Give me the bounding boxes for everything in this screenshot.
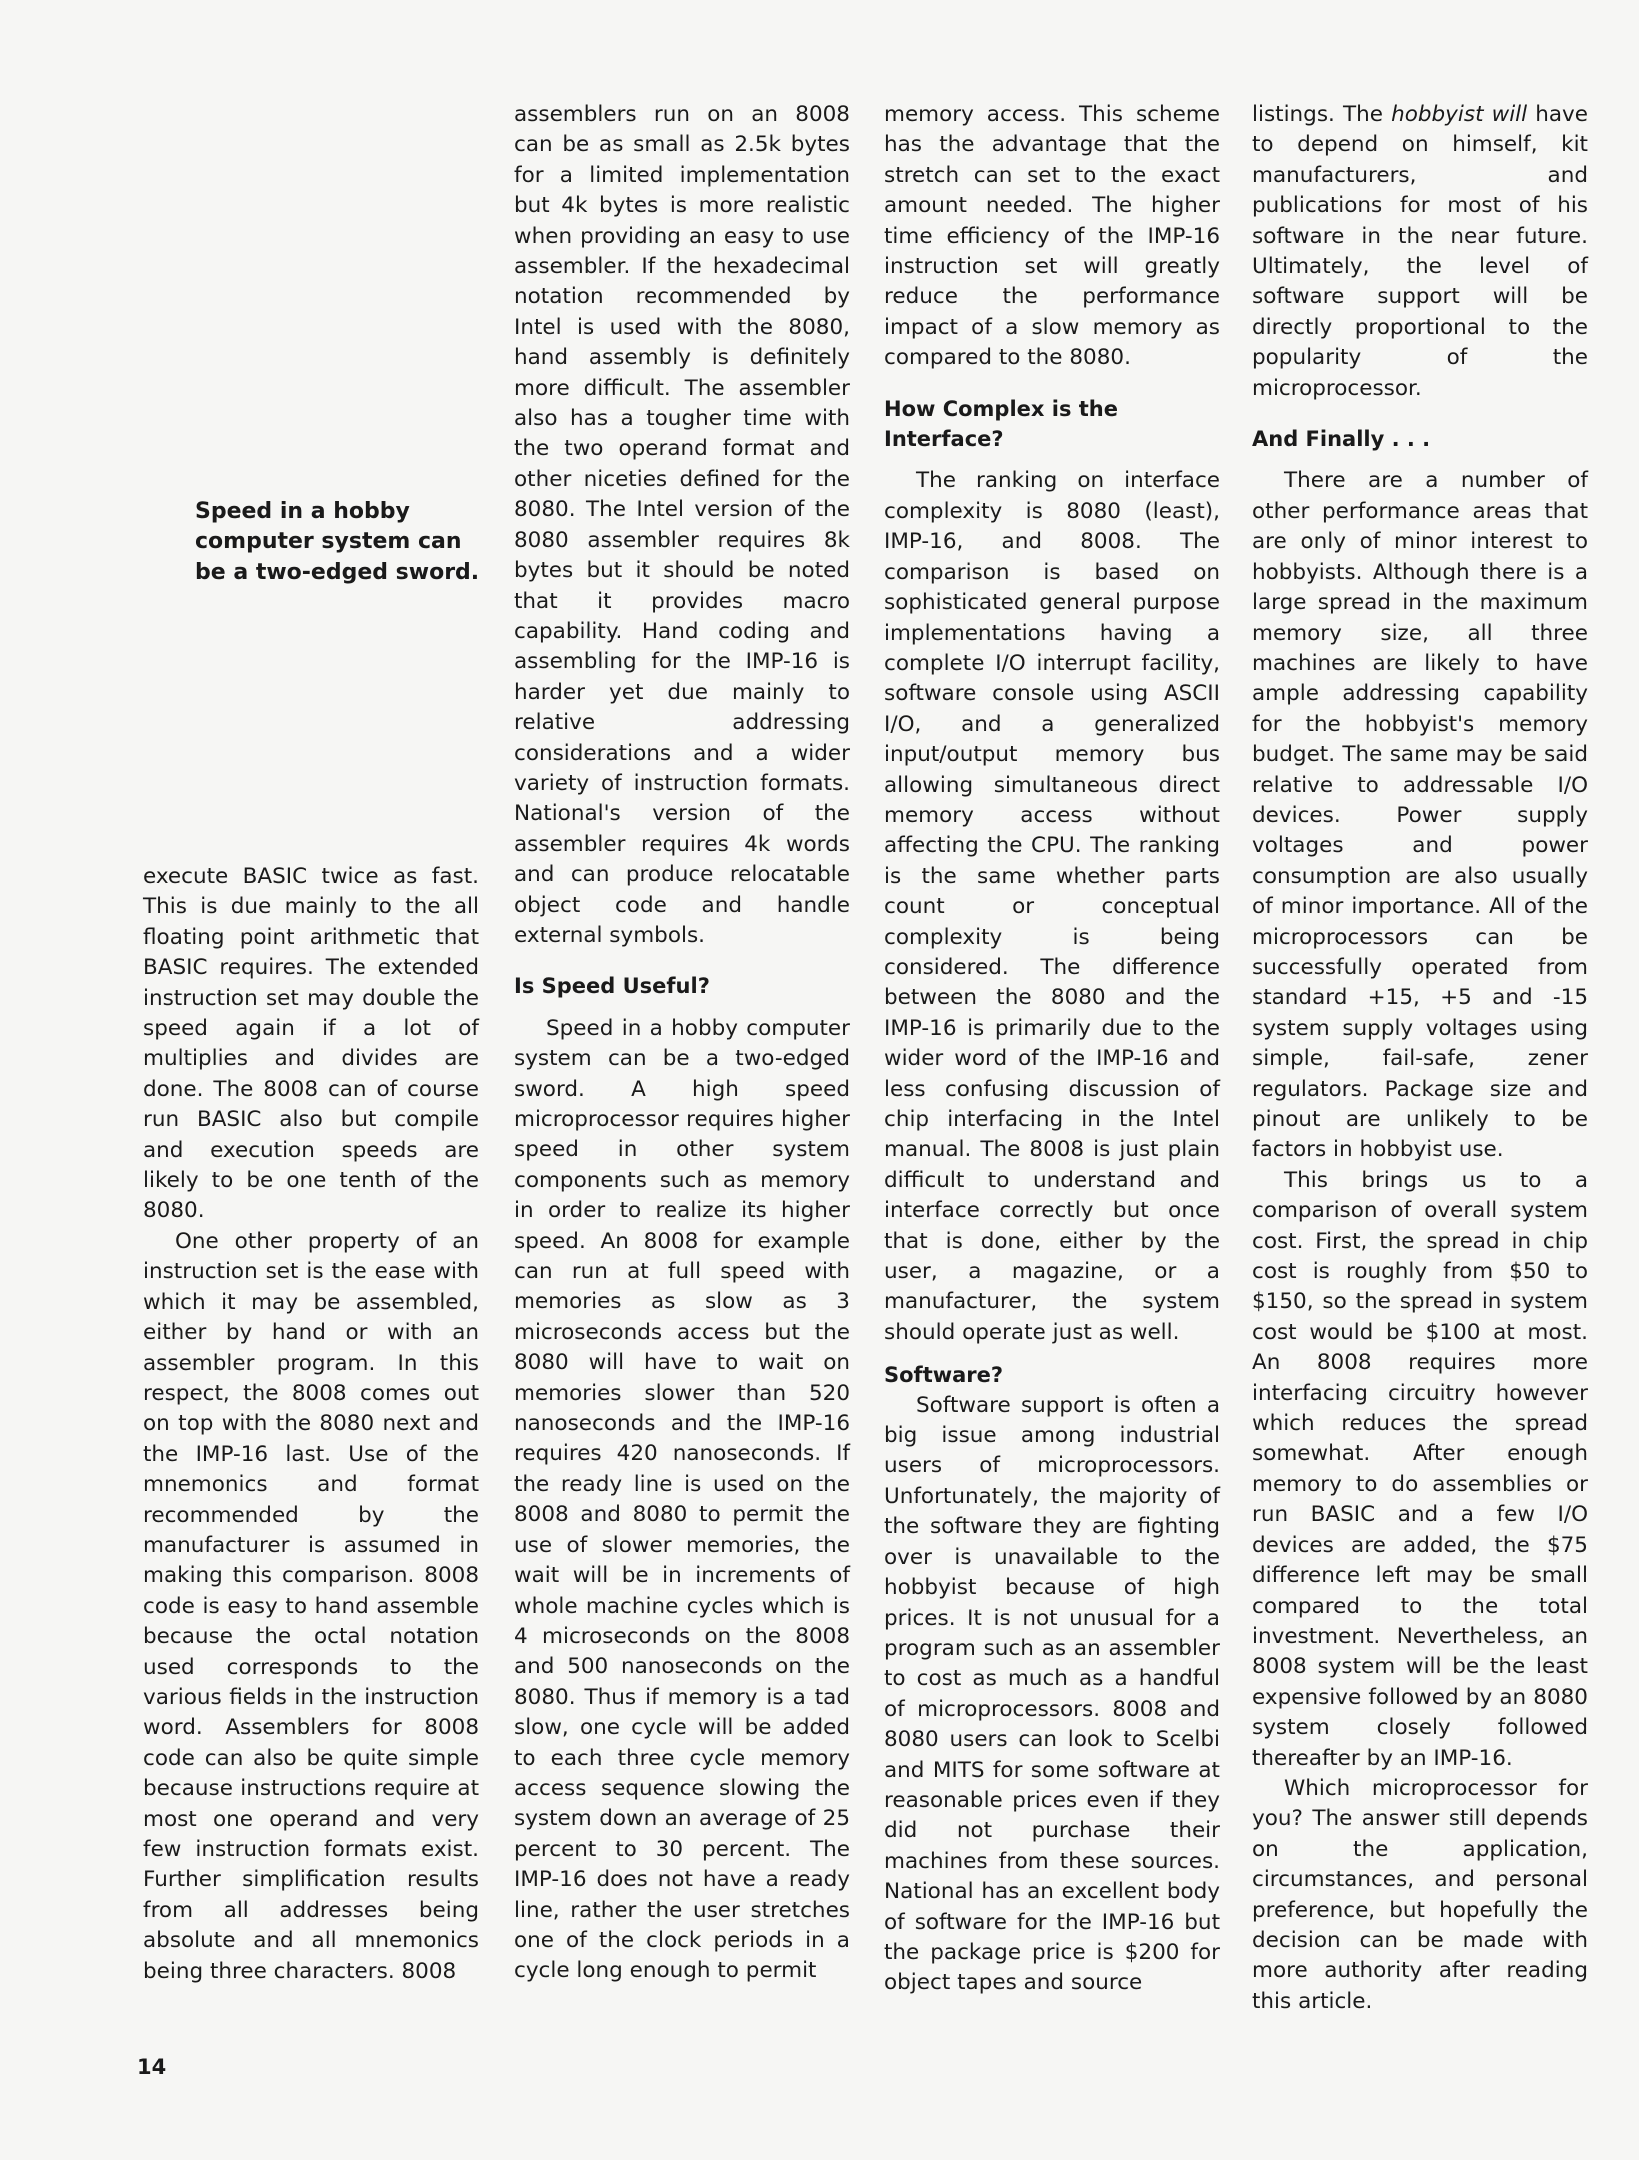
- paragraph: execute BASIC twice as fast. This is due mainly to the all floating point arithmetic that BASIC requires. The extended instruction set may double the speed again if a lot of multiplies and divides are done. The 8008 can of course run BASIC also but compile and execution speeds are likely to be one tenth of the 8080.: [143, 864, 479, 1224]
- column-3: [884, 100, 1220, 1999]
- paragraph: This brings us to a comparison of overall system cost. First, the spread in chip cost is roughly from $50 to $150, so the spread in system cost would be $100 at most. An 8008 requires more interfacing circuitry however which reduces the spread somewhat. After enough memory to do assemblies or run BASIC and a few I/O devices are added, the $75 difference left may be small compared to the total investment. Nevertheless, an 8008 system will be the least expensive followed by an 8080 system closely followed thereafter by an IMP-16.: [1252, 1167, 1588, 1771]
- paragraph: The ranking on interface complexity is 8080 (least), IMP-16, and 8008. The comparison is based on sophisticated general purpose implementations having a complete I/O interrupt facility, software console using ASCII I/O, and a generalized input/output memory bus allowing simultaneous direct memory access without affecting the CPU. The ranking is the same whether parts count or conceptual complexity is being considered. The difference between the 8080 and the IMP-16 is primarily due to the wider word of the IMP-16 and less confusing discussion of chip interfacing in the Intel manual. The 8008 is just plain difficult to understand and interface correctly but once that is done, either by the user, a magazine, or a manufacturer, the system should operate just as well.: [884, 468, 1220, 1345]
- column-4: [1252, 100, 1588, 2017]
- paragraph: assemblers run on an 8008 can be as small as 2.5k bytes for a limited implementation but 4k bytes is more realistic when providing an easy to use assembler. If the hexadecimal notation recommended by Intel is used with the 8080, hand assembly is definitely more difficult. The assembler also has a tougher time with the two operand format and other niceties defined for the 8080. The Intel version of the 8080 assembler requires 8k bytes but it should be noted that it provides macro capability. Hand coding and assembling for the IMP-16 is harder yet due mainly to relative addressing considerations and a wider variety of instruction formats. National's version of the assembler requires 4k words and can produce relocatable object code and handle external symbols.: [514, 102, 850, 948]
- pull-quote: Speed in a hobby computer system can be a two-edged sword.: [195, 499, 480, 585]
- emphasis-text: hobbyist will: [1391, 102, 1528, 127]
- paragraph: memory access. This scheme has the advantage that the stretch can set to the exact amount needed. The higher time efficiency of the IMP-16 instruction set will greatly reduce the performance impact of a slow memory as compared to the 8080.: [884, 102, 1220, 371]
- paragraph: Software support is often a big issue among industrial users of microprocessors. Unfortunately, the majority of the software they are fighting over is unavailable to the hobbyist because of high prices. It is not unusual for a program such as an assembler to cost as much as a handful of microprocessors. 8008 and 8080 users can look to Scelbi and MITS for some software at reasonable prices even if they did not purchase their machines from these sources. National has an excellent body of software for the IMP-16 but the package price is $200 for object tapes and source: [884, 1392, 1220, 1996]
- section-heading-is-speed-useful: Is Speed Useful?: [514, 974, 710, 999]
- column-2: [514, 100, 850, 1987]
- paragraph: There are a number of other performance areas that are only of minor interest to hobbyists. Although there is a large spread in the maximum memory size, all three machines are likely to have ample addressing capability for the hobbyist's memory budget. The same may be said relative to addressable I/O devices. Power supply voltages and power consumption are also usually of minor importance. All of the microprocessors can be successfully operated from standard +15, +5 and -15 system supply voltages using simple, fail-safe, zener regulators. Package size and pinout are unlikely to be factors in hobbyist use.: [1252, 468, 1588, 1163]
- paragraph: listings. The hobbyist will have to depend on himself, kit manufacturers, and publications for most of his software in the near future. Ultimately, the level of software support will be directly proportional to the popularity of the microprocessor.: [1252, 102, 1588, 401]
- page-number: 14: [137, 2055, 167, 2079]
- paragraph: Which microprocessor for you? The answer still depends on the application, circumstances, and personal preference, but hopefully the decision can be made with more authority after reading this article.: [1252, 1775, 1588, 2014]
- column-1: [143, 862, 479, 1987]
- paragraph: One other property of an instruction set is the ease with which it may be assembled, either by hand or with an assembler program. In this respect, the 8008 comes out on top with the 8080 next and the IMP-16 last. Use of the mnemonics and format recommended by the manufacturer is assumed in making this comparison. 8008 code is easy to hand assemble because the octal notation used corresponds to the various fields in the instruction word. Assemblers for 8008 code can also be quite simple because instructions require at most one operand and very few instruction formats exist. Further simplification results from all addresses being absolute and all mnemonics being three characters. 8008: [143, 1228, 479, 1984]
- section-heading-interface: How Complex is the Interface?: [884, 396, 1119, 452]
- section-heading-and-finally: And Finally . . .: [1252, 427, 1431, 452]
- section-heading-software: Software?: [884, 1363, 1004, 1388]
- paragraph: Speed in a hobby computer system can be a two-edged sword. A high speed microprocessor requires higher speed in other system components such as memory in order to realize its higher speed. An 8008 for example can run at full speed with memories as slow as 3 microseconds access but the 8080 will have to wait on memories slower than 520 nanoseconds and the IMP-16 requires 420 nanoseconds. If the ready line is used on the 8008 and 8080 to permit the use of slower memories, the wait will be in increments of whole machine cycles which is 4 microseconds on the 8008 and 500 nanoseconds on the 8080. Thus if memory is a tad slow, one cycle will be added to each three cycle memory access sequence slowing the system down an average of 25 percent to 30 percent. The IMP-16 does not have a ready line, rather the user stretches one of the clock periods in a cycle long enough to permit: [514, 1015, 850, 1984]
